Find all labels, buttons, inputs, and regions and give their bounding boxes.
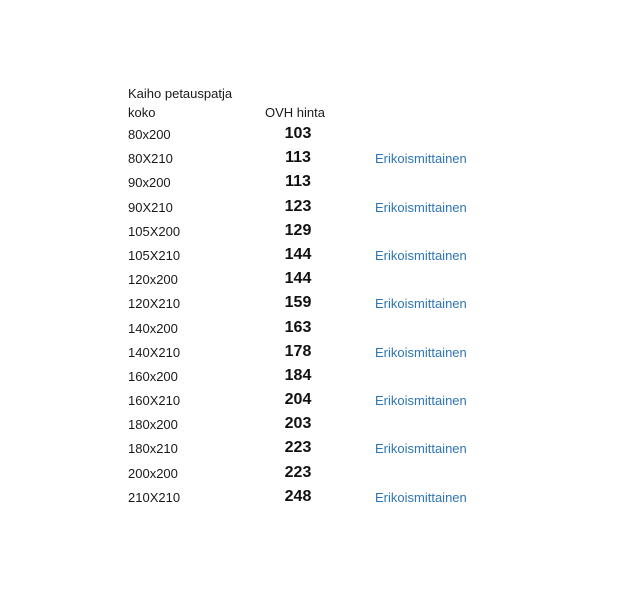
special-size-note: Erikoismittainen [375, 393, 467, 409]
price-cell: 184 [284, 366, 312, 384]
price-cell: 163 [284, 318, 312, 336]
size-cell: 160x200 [128, 368, 178, 384]
special-size-note: Erikoismittainen [375, 441, 467, 457]
size-cell: 105X210 [128, 247, 181, 263]
size-cell: 180x200 [128, 417, 178, 433]
table-row [0, 122, 639, 146]
special-size-note: Erikoismittainen [375, 151, 467, 167]
size-cell: 90X210 [128, 199, 173, 215]
table-row [0, 388, 639, 412]
document-title: Kaiho petauspatja [128, 86, 233, 101]
size-cell: 210X210 [128, 489, 181, 505]
size-cell: 120x200 [128, 272, 178, 288]
price-cell: 203 [284, 415, 312, 433]
price-cell: 223 [284, 463, 312, 481]
size-cell: 90x200 [128, 175, 171, 191]
price-cell: 159 [284, 294, 312, 312]
table-row [0, 412, 639, 436]
price-column-header: OVH hinta [265, 105, 325, 120]
price-cell: 144 [284, 270, 312, 288]
size-cell: 80x200 [128, 127, 171, 142]
special-size-note: Erikoismittainen [375, 199, 467, 215]
table-row [0, 436, 639, 460]
price-table [0, 122, 639, 509]
size-cell: 140X210 [128, 344, 181, 360]
table-row [0, 195, 639, 219]
price-cell: 248 [284, 487, 312, 505]
table-row [0, 316, 639, 340]
table-row [0, 364, 639, 388]
special-size-note: Erikoismittainen [375, 247, 467, 263]
table-row [0, 267, 639, 291]
price-cell: 113 [285, 173, 311, 191]
special-size-note: Erikoismittainen [375, 344, 467, 360]
size-cell: 140x200 [128, 320, 178, 336]
table-row [0, 461, 639, 485]
table-row [0, 243, 639, 267]
price-cell: 103 [284, 125, 312, 142]
size-cell: 105X200 [128, 223, 181, 239]
price-cell: 223 [284, 439, 312, 457]
table-row [0, 170, 639, 194]
price-cell: 129 [284, 221, 312, 239]
price-cell: 178 [284, 342, 312, 360]
table-row [0, 485, 639, 509]
table-row [0, 291, 639, 315]
table-row [0, 146, 639, 170]
table-row [0, 219, 639, 243]
size-column-header: koko [128, 105, 156, 120]
size-cell: 200x200 [128, 465, 178, 481]
table-row [0, 340, 639, 364]
size-cell: 120X210 [128, 296, 181, 312]
size-cell: 160X210 [128, 393, 181, 409]
special-size-note: Erikoismittainen [375, 296, 467, 312]
price-cell: 144 [284, 245, 312, 263]
price-cell: 204 [284, 391, 312, 409]
size-cell: 180x210 [128, 441, 178, 457]
special-size-note: Erikoismittainen [375, 489, 467, 505]
price-cell: 123 [284, 197, 312, 215]
size-cell: 80X210 [128, 151, 173, 167]
price-cell: 113 [285, 149, 311, 167]
